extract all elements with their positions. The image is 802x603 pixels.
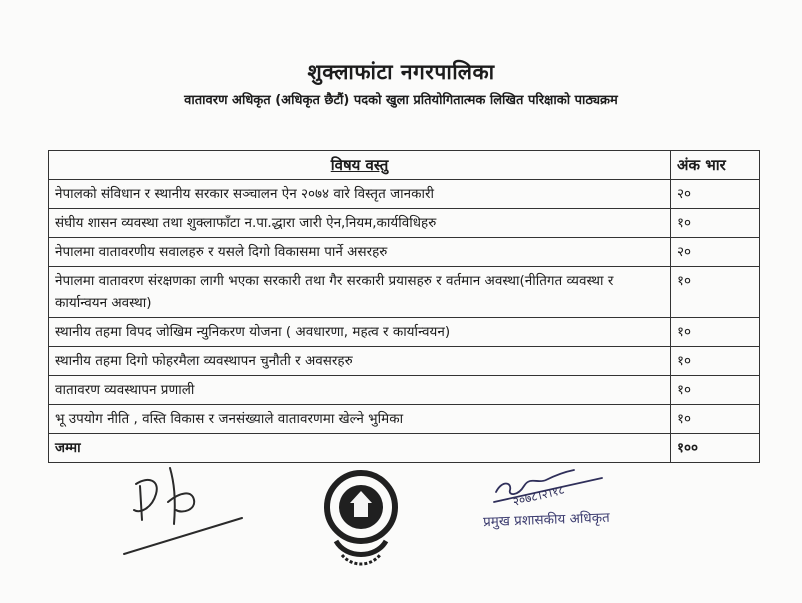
left-signature (118, 462, 248, 562)
table-row (49, 405, 760, 434)
row-marks: १० (671, 209, 760, 238)
signatory-caption: प्रमुख प्रशासकीय अधिकृत (482, 509, 611, 531)
row-topic: नेपालको संविधान र स्थानीय सरकार सञ्चालन ऐन २०७४ वारे विस्तृत जानकारी (49, 180, 671, 209)
row-marks: २० (671, 238, 760, 267)
row-marks: १० (671, 267, 760, 318)
table-row (49, 376, 760, 405)
office-seal-stamp (322, 463, 400, 573)
total-marks: १०० (671, 434, 760, 463)
total-label: जम्मा (49, 434, 671, 463)
table-row (49, 267, 760, 318)
signature-date: २०७८।२।१८ (511, 482, 566, 509)
total-row (49, 434, 760, 463)
table-row (49, 209, 760, 238)
row-topic: भू उपयोग नीति , वस्ति विकास र जनसंख्याले वातावरणमा खेल्ने भुमिका (49, 405, 671, 434)
header-marks: अंक भार (671, 151, 760, 180)
syllabus-table (48, 150, 760, 463)
row-topic: स्थानीय तहमा दिगो फोहरमैला व्यवस्थापन चुनौती र अवसरहरु (49, 347, 671, 376)
table-row (49, 180, 760, 209)
header-topic: विषय वस्तु (49, 151, 671, 180)
table-row (49, 347, 760, 376)
row-topic: स्थानीय तहमा विपद जोखिम न्युनिकरण योजना ( अवधारणा, महत्व र कार्यान्वयन) (49, 318, 671, 347)
row-marks: १० (671, 405, 760, 434)
row-topic: संघीय शासन व्यवस्था तथा शुक्लाफाँटा न.पा.द्धारा जारी ऐन,नियम,कार्यविधिहरु (49, 209, 671, 238)
row-topic: नेपालमा वातावरण संरक्षणका लागी भएका सरकारी तथा गैर सरकारी प्रयासहरु र वर्तमान अवस्था(नीतिगत व्यवस्था र कार्यान्वयन अवस्था) (49, 267, 671, 318)
page-subtitle: वातावरण अधिकृत (अधिकृत छैटौं) पदको खुला प्रतियोगितात्मक लिखित परिक्षाको पाठ्यक्रम (184, 93, 618, 108)
row-topic: नेपालमा वातावरणीय सवालहरु र यसले दिगो विकासमा पार्ने असरहरु (49, 238, 671, 267)
table-row (49, 318, 760, 347)
row-topic: वातावरण व्यवस्थापन प्रणाली (49, 376, 671, 405)
row-marks: १० (671, 347, 760, 376)
row-marks: १० (671, 318, 760, 347)
row-marks: २० (671, 180, 760, 209)
table-row (49, 238, 760, 267)
row-marks: १० (671, 376, 760, 405)
table-header-row (49, 151, 760, 180)
page-title: शुक्लाफांटा नगरपालिका (307, 60, 495, 84)
